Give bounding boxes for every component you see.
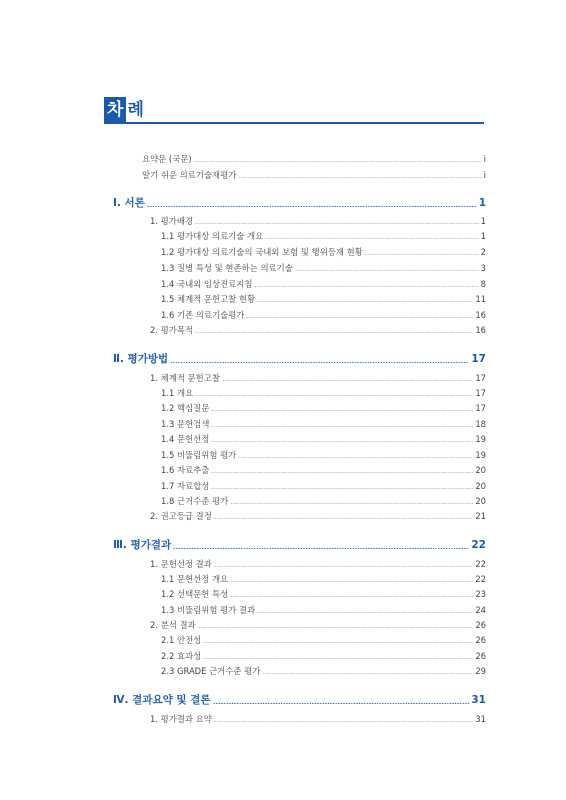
toc-entry[interactable] [150, 324, 486, 336]
toc-leader-dots [246, 317, 473, 318]
toc-entry[interactable] [161, 278, 486, 290]
toc-entry-label: 1.3 문헌검색 [161, 419, 210, 429]
toc-leader-dots [173, 548, 469, 549]
toc-leader-dots [211, 441, 473, 442]
toc-entry[interactable] [161, 418, 486, 430]
toc-page-number: 31 [471, 694, 486, 706]
toc-chapter-entry[interactable] [113, 196, 486, 210]
toc-page-number: 17 [475, 373, 486, 383]
toc-leader-dots [230, 596, 473, 597]
toc-entry[interactable] [161, 588, 486, 600]
toc-entry-label: 2. 분석 결과 [150, 620, 196, 630]
toc-page-number: ⅰ [483, 170, 486, 180]
toc-entry[interactable] [150, 558, 486, 570]
toc-page-number: ⅰ [483, 154, 486, 164]
toc-leader-dots [170, 362, 469, 363]
toc-page-number: 8 [480, 279, 486, 289]
toc-entry-label: 1.4 문헌선정 [161, 434, 210, 444]
toc-page-number: 18 [475, 419, 486, 429]
toc-leader-dots [295, 270, 479, 271]
toc-page-number: 26 [475, 620, 486, 630]
toc-leader-dots [222, 380, 473, 381]
toc-entry[interactable] [161, 573, 486, 585]
toc-leader-dots [213, 703, 470, 704]
toc-entry-label: 요약문 (국문) [142, 154, 192, 164]
toc-entry-label: 1.2 선택문헌 특성 [161, 589, 229, 599]
toc-leader-dots [365, 254, 479, 255]
toc-entry[interactable] [150, 372, 486, 384]
toc-entry[interactable] [161, 449, 486, 461]
toc-chapter-entry[interactable] [113, 538, 486, 552]
toc-entry-label: 2.3 GRADE 근거수준 평가 [161, 666, 261, 676]
toc-leader-dots [211, 426, 473, 427]
toc-entry-label: 1.7 자료합성 [161, 481, 210, 491]
toc-entry-label: 1. 평가배경 [150, 216, 194, 226]
toc-entry[interactable] [161, 604, 486, 616]
toc-entry[interactable] [161, 433, 486, 445]
toc-page-number: 11 [475, 294, 486, 304]
toc-entry-label: 1.4 국내외 임상진료지침 [161, 279, 253, 289]
page-title-highlight: 차 [104, 97, 126, 123]
toc-entry[interactable] [161, 634, 486, 646]
toc-entry-label: Ⅲ. 평가결과 [113, 539, 172, 551]
toc-entry[interactable] [142, 169, 486, 181]
toc-entry-label: Ⅳ. 결과요약 및 결론 [113, 694, 211, 706]
toc-page-number: 17 [471, 353, 486, 365]
toc-page-number: 19 [475, 434, 486, 444]
toc-header [104, 97, 484, 125]
toc-leader-dots [195, 223, 479, 224]
toc-leader-dots [230, 503, 473, 504]
toc-page-number: 1 [480, 231, 486, 241]
toc-chapter-entry[interactable] [113, 693, 486, 707]
toc-entry-label: 1.6 자료추출 [161, 465, 210, 475]
toc-entry-label: 2. 권고등급 결정 [150, 511, 212, 521]
toc-leader-dots [230, 581, 473, 582]
toc-page-number: 3 [480, 263, 486, 273]
toc-entry[interactable] [161, 480, 486, 492]
toc-page-number: 22 [475, 574, 486, 584]
page-title [104, 97, 149, 123]
toc-entry-label: 알기 쉬운 의료기술재평가 [142, 170, 237, 180]
toc-entry-label: 1.1 평가대상 의료기술 개요 [161, 231, 264, 241]
toc-leader-dots [238, 177, 481, 178]
toc-page-number: 20 [475, 481, 486, 491]
toc-entry[interactable] [161, 402, 486, 414]
toc-leader-dots [211, 472, 473, 473]
toc-leader-dots [257, 612, 473, 613]
toc-entry-label: 2. 평가목적 [150, 325, 194, 335]
toc-entry[interactable] [150, 510, 486, 522]
toc-leader-dots [214, 518, 473, 519]
toc-page-number: 16 [475, 310, 486, 320]
toc-leader-dots [257, 301, 473, 302]
toc-entry[interactable] [161, 650, 486, 662]
toc-entry-label: 1.8 근거수준 평가 [161, 496, 229, 506]
toc-page-number: 22 [471, 539, 486, 551]
toc-page-number: 26 [475, 635, 486, 645]
toc-page-number: 17 [475, 403, 486, 413]
toc-entry-label: 1.5 체계적 문헌고찰 현황 [161, 294, 256, 304]
toc-page-number: 24 [475, 605, 486, 615]
toc-entry-label: 1. 체계적 문헌고찰 [150, 373, 220, 383]
toc-leader-dots [203, 642, 473, 643]
toc-entry-label: 1.2 평가대상 의료기술의 국내외 보험 및 행위등재 현황 [161, 247, 363, 257]
toc-entry-label: 1. 평가결과 요약 [150, 714, 212, 724]
toc-entry[interactable] [161, 293, 486, 305]
toc-entry[interactable] [161, 230, 486, 242]
toc-page-number: 21 [475, 511, 486, 521]
toc-entry-label: 1.1 개요 [161, 388, 194, 398]
toc-entry-label: 1.1 문헌선정 개요 [161, 574, 229, 584]
toc-leader-dots [195, 332, 473, 333]
toc-leader-dots [147, 206, 477, 207]
toc-entry[interactable] [150, 713, 486, 725]
toc-entry-label: 2.2 효과성 [161, 651, 202, 661]
toc-page-number: 31 [475, 714, 486, 724]
toc-entry[interactable] [161, 246, 486, 258]
toc-page-number: 20 [475, 465, 486, 475]
toc-leader-dots [211, 488, 473, 489]
toc-entry[interactable] [161, 464, 486, 476]
toc-leader-dots [195, 395, 473, 396]
toc-leader-dots [265, 238, 478, 239]
toc-entry[interactable] [150, 215, 486, 227]
toc-entry[interactable] [161, 495, 486, 507]
toc-entry-label: 1. 문헌선정 결과 [150, 559, 212, 569]
title-underline [104, 122, 484, 124]
toc-entry-label: 1.6 기존 의료기술평가 [161, 310, 245, 320]
toc-entry-label: Ⅰ. 서론 [113, 197, 145, 209]
toc-leader-dots [254, 286, 478, 287]
toc-page-number: 19 [475, 450, 486, 460]
toc-leader-dots [203, 658, 473, 659]
toc-entry[interactable] [161, 665, 486, 677]
toc-page-number: 23 [475, 589, 486, 599]
toc-page-number: 16 [475, 325, 486, 335]
toc-leader-dots [198, 627, 474, 628]
toc-leader-dots [238, 457, 473, 458]
toc-page-number: 22 [475, 559, 486, 569]
toc-page-number: 1 [480, 216, 486, 226]
toc-page-number: 29 [475, 666, 486, 676]
toc-page-number: 2 [480, 247, 486, 257]
toc-entry-label: 1.5 비뚤림위험 평가 [161, 450, 237, 460]
toc-page-number: 1 [478, 197, 486, 209]
toc-leader-dots [211, 410, 473, 411]
toc-leader-dots [262, 673, 473, 674]
toc-leader-dots [194, 161, 482, 162]
toc-page-number: 26 [475, 651, 486, 661]
toc-page-number: 20 [475, 496, 486, 506]
toc-entry-label: 1.3 질병 특성 및 현존하는 의료기술 [161, 263, 293, 273]
toc-page-number: 17 [475, 388, 486, 398]
toc-entry[interactable] [161, 387, 486, 399]
page-title-rest: 례 [127, 100, 144, 120]
toc-entry[interactable] [150, 619, 486, 631]
toc-entry-label: 1.2 핵심질문 [161, 403, 210, 413]
toc-entry[interactable] [161, 262, 486, 274]
toc-entry-label: 2.1 안전성 [161, 635, 202, 645]
toc-entry-label: Ⅱ. 평가방법 [113, 353, 169, 365]
toc-chapter-entry[interactable] [113, 352, 486, 366]
toc-entry-label: 1.3 비뚤림위험 평가 결과 [161, 605, 256, 615]
toc-leader-dots [214, 566, 473, 567]
toc-entry[interactable] [161, 309, 486, 321]
toc-entry[interactable] [142, 153, 486, 165]
toc-leader-dots [214, 721, 473, 722]
